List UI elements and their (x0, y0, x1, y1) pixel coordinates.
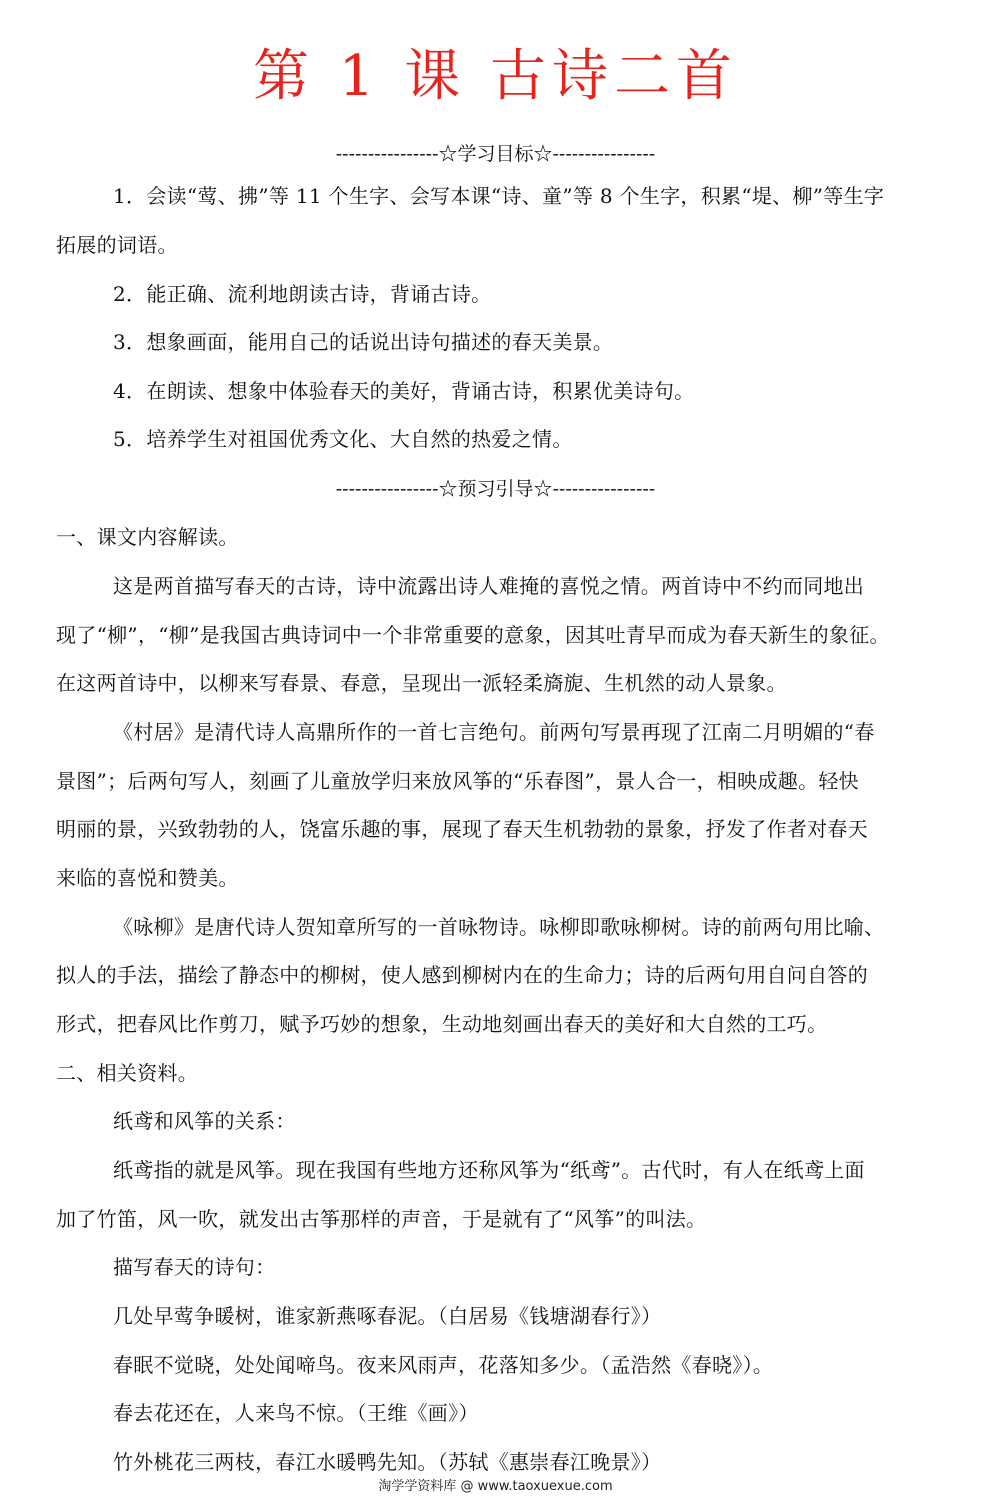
intro-para-line-1: 这是两首描写春天的古诗，诗中流露出诗人难掩的喜悦之情。两首诗中不约而同地出 (113, 574, 865, 598)
lesson-title: 第 1 课 古诗二首 (252, 44, 739, 109)
cunju-para-line-3: 明丽的景，兴致勃勃的人，饶富乐趣的事，展现了春天生机勃勃的景象，抒发了作者对春天 (56, 817, 868, 841)
poems-label: 描写春天的诗句： (113, 1255, 276, 1279)
objective-4: 4．在朗读、想象中体验春天的美好，背诵古诗，积累优美诗句。 (113, 379, 695, 403)
objective-3: 3．想象画面，能用自己的话说出诗句描述的春天美景。 (113, 330, 614, 354)
cunju-para-line-2: 景图”；后两句写人，刻画了儿童放学归来放风筝的“乐春图”，景人合一，相映成趣。轻快 (56, 769, 859, 793)
intro-para-line-3: 在这两首诗中，以柳来写春景、春意，呈现出一派轻柔旖旎、生机然的动人景象。 (56, 671, 787, 695)
objective-1-line-1: 1．会读“莺、拂”等 11 个生字、会写本课“诗、童”等 8 个生字，积累“堤、柳”等生字 (113, 184, 885, 208)
section1-heading: 一、课文内容解读。 (56, 525, 239, 549)
yongliu-para-line-3: 形式，把春风比作剪刀，赋予巧妙的想象，生动地刻画出春天的美好和大自然的工巧。 (56, 1012, 828, 1036)
poem-line-3: 春去花还在，人来鸟不惊。（王维《画》） (113, 1401, 479, 1425)
preview-heading: ----------------☆预习引导☆---------------- (335, 478, 656, 500)
objective-1-line-2: 拓展的词语。 (56, 233, 178, 257)
footer-watermark: 淘学学资料库 @ www.taoxuexue.com (378, 1479, 613, 1494)
cunju-para-line-4: 来临的喜悦和赞美。 (56, 866, 239, 890)
kite-text-line-1: 纸鸢指的就是风筝。现在我国有些地方还称风筝为“纸鸢”。古代时，有人在纸鸢上面 (113, 1158, 865, 1182)
objectives-heading: ----------------☆学习目标☆---------------- (335, 143, 656, 165)
poem-line-2: 春眠不觉晓，处处闻啼鸟。夜来风雨声，花落知多少。（孟浩然《春晓》）。 (113, 1353, 774, 1377)
yongliu-para-line-2: 拟人的手法，描绘了静态中的柳树，使人感到柳树内在的生命力；诗的后两句用自问自答的 (56, 963, 868, 987)
poem-line-1: 几处早莺争暖树，谁家新燕啄春泥。（白居易《钱塘湖春行》） (113, 1304, 662, 1328)
yongliu-para-line-1: 《咏柳》是唐代诗人贺知章所写的一首咏物诗。咏柳即歌咏柳树。诗的前两句用比喻、 (113, 915, 885, 939)
poem-line-4: 竹外桃花三两枝，春江水暖鸭先知。（苏轼《惠崇春江晚景》） (113, 1450, 662, 1474)
kite-label: 纸鸢和风筝的关系： (113, 1109, 296, 1133)
objective-5: 5．培养学生对祖国优秀文化、大自然的热爱之情。 (113, 427, 573, 451)
section2-heading: 二、相关资料。 (56, 1061, 199, 1085)
objective-2: 2．能正确、流利地朗读古诗，背诵古诗。 (113, 282, 492, 306)
cunju-para-line-1: 《村居》是清代诗人高鼎所作的一首七言绝句。前两句写景再现了江南二月明媚的“春 (113, 720, 875, 744)
intro-para-line-2: 现了“柳”，“柳”是我国古典诗词中一个非常重要的意象，因其吐青早而成为春天新生的象征。 (56, 623, 890, 647)
kite-text-line-2: 加了竹笛，风一吹，就发出古筝那样的声音，于是就有了“风筝”的叫法。 (56, 1207, 707, 1231)
